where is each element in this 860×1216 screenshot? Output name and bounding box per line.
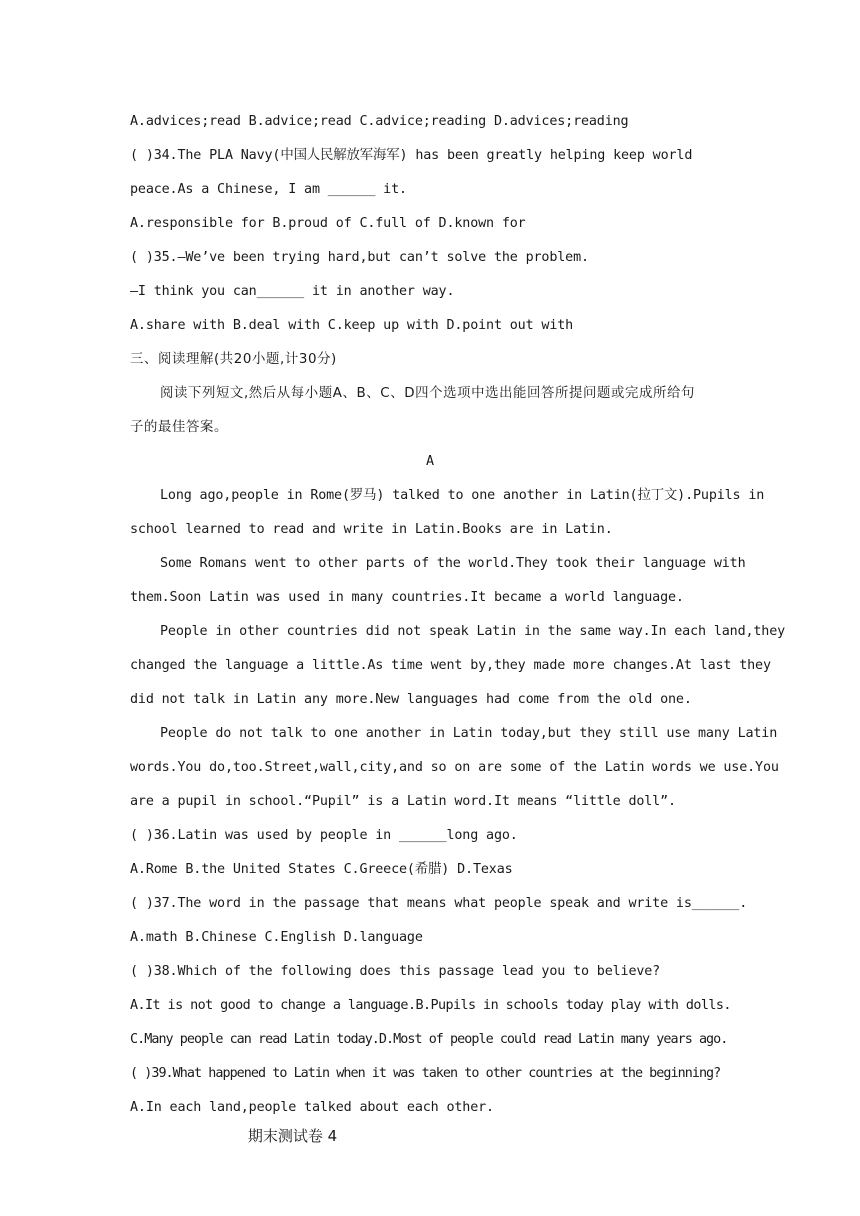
section-instructions: 阅读下列短文,然后从每小题A、B、C、D四个选项中选出能回答所提问题或完成所给句 <box>160 386 695 401</box>
q37-options: A.math B.Chinese C.English D.language <box>130 930 423 945</box>
passage-paragraph-2: Some Romans went to other parts of the world.They took their language with <box>160 556 746 571</box>
passage-paragraph-4: People do not talk to one another in Latin today,but they still use many Latin <box>160 726 778 741</box>
q36-stem: ( )36.Latin was used by people in ______long ago. <box>130 828 518 843</box>
passage-paragraph-1-cont: school learned to read and write in Latin.Books are in Latin. <box>130 522 613 537</box>
q38-options-cont: C.Many people can read Latin today.D.Most of people could read Latin many years ago. <box>130 1032 728 1047</box>
q39-option-a: A.In each land,people talked about each other. <box>130 1100 494 1115</box>
page-footer: 期末测试卷 4 <box>247 1127 338 1145</box>
q39-stem: ( )39.What happened to Latin when it was taken to other countries at the beginning? <box>130 1066 721 1081</box>
passage-paragraph-3: People in other countries did not speak Latin in the same way.In each land,they <box>160 624 786 639</box>
passage-label: A <box>426 454 434 469</box>
q35-stem: ( )35.—We’ve been trying hard,but can’t solve the problem. <box>130 250 589 265</box>
q35-stem-cont: —I think you can______ it in another way. <box>130 284 455 299</box>
q34-stem: ( )34.The PLA Navy(中国人民解放军海军) has been greatly helping keep world <box>130 148 693 163</box>
section-heading: 三、阅读理解(共20小题,计30分) <box>130 352 337 367</box>
q38-options: A.It is not good to change a language.B.Pupils in schools today play with dolls. <box>130 998 731 1013</box>
q37-stem: ( )37.The word in the passage that means what people speak and write is______. <box>130 896 748 911</box>
passage-paragraph-3-cont: changed the language a little.As time went by,they made more changes.At last they <box>130 658 771 673</box>
q34-stem-cont: peace.As a Chinese, I am ______ it. <box>130 182 407 197</box>
q33-options: A.advices;read B.advice;read C.advice;reading D.advices;reading <box>130 114 629 129</box>
q36-options: A.Rome B.the United States C.Greece(希腊) D.Texas <box>130 862 513 877</box>
passage-paragraph-3-cont: did not talk in Latin any more.New languages had come from the old one. <box>130 692 692 707</box>
q34-options: A.responsible for B.proud of C.full of D.known for <box>130 216 526 231</box>
q38-stem: ( )38.Which of the following does this passage lead you to believe? <box>130 964 661 979</box>
passage-paragraph-2-cont: them.Soon Latin was used in many countries.It became a world language. <box>130 590 684 605</box>
section-instructions-cont: 子的最佳答案。 <box>130 420 228 435</box>
q35-options: A.share with B.deal with C.keep up with D.point out with <box>130 318 574 333</box>
passage-paragraph-4-cont: are a pupil in school.“Pupil” is a Latin word.It means “little doll”. <box>130 794 676 809</box>
passage-paragraph-4-cont: words.You do,too.Street,wall,city,and so on are some of the Latin words we use.You <box>130 760 779 775</box>
passage-paragraph-1: Long ago,people in Rome(罗马) talked to one another in Latin(拉丁文).Pupils in <box>160 488 765 503</box>
